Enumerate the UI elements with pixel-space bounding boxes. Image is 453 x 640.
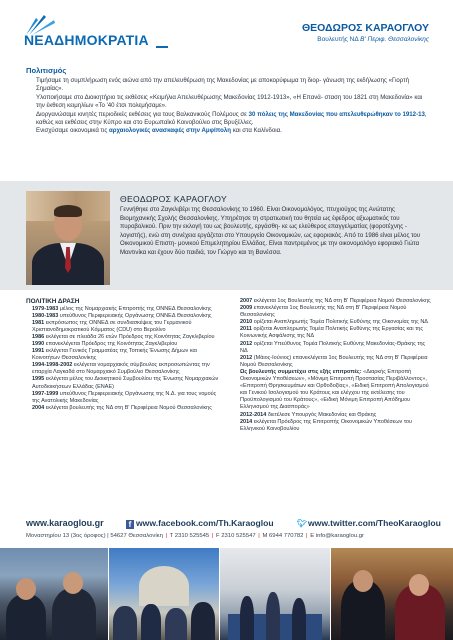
header-name: ΘΕΟΔΩΡΟΣ ΚΑΡΑΟΓΛΟΥ xyxy=(301,22,429,34)
political-column-left xyxy=(26,298,224,412)
timeline-entry: 1990 επανεκλέγεται Πρόεδρος της Κοινότητας Ζαγκλιβερίου xyxy=(32,340,178,347)
culture-paragraph: Ενισχύσαμε οικονομικά τις αρχαιολογικές ανασκαφές στην Αμφίπολη και στα Καλίνδοια. xyxy=(36,127,282,135)
contact-bar xyxy=(0,516,453,548)
timeline-entry: 2009 επανεκλέγεται 1ος Βουλευτής της ΝΔ στη Β' Περιφέρεια Νομού Θεσσαλονίκης xyxy=(240,305,407,319)
facebook-link[interactable]: f www.facebook.com/Th.Karaoglou xyxy=(126,518,274,529)
event-photo xyxy=(220,548,330,640)
timeline-entry: 2012-2014 διετέλεσε Υπουργός Μακεδονίας και Θράκης xyxy=(240,411,377,418)
website-link[interactable]: www.karaoglou.gr xyxy=(26,518,104,528)
twitter-link[interactable]: 🐦︎www.twitter.com/TheoKaraoglou xyxy=(297,518,441,528)
timeline-entry: 1986 εκλέγεται σε πλειάδα 26 ετών Πρόεδρος της Κοινότητας Ζαγκλιβερίου xyxy=(32,333,215,340)
photo-strip xyxy=(0,548,453,640)
timeline-entry: 2012 (Μάιος-Ιούνιος) επανεκλέγεται 1ος Βουλευτής της ΝΔ στη Β' Περιφέρεια Νομού Θεσσαλονίκης xyxy=(240,354,428,368)
timeline-entry: 2012 ορίζεται Υπεύθυνος Τομέα Πολιτικής Ευθύνης Μακεδονίας-Θράκης της ΝΔ xyxy=(240,340,426,354)
page-header xyxy=(0,0,453,62)
timeline-entry: 2010 ορίζεται Αναπληρωτής Τομέα Πολιτικής Ευθύνης της Οικονομίας της ΝΔ xyxy=(240,319,428,326)
portrait-photo xyxy=(26,191,110,285)
timeline-entry: 1979-1983 μέλος της Νομαρχιακής Επιτροπής της ΟΝΝΕΔ Θεσσαλονίκης xyxy=(32,305,212,312)
bio-name: ΘΕΟΔΩΡΟΣ ΚΑΡΑΟΓΛΟΥ xyxy=(120,194,228,204)
twitter-icon: 🐦︎ xyxy=(297,519,308,528)
bio-text: Γεννήθηκε στο Ζαγκλιβέρι της Θεσσαλονίκης το 1960. Είναι Οικονομολόγος, πτυχιούχος της Ανώτατης Βιομηχανικής Σχολής Θεσσαλονίκης. Υπηρέτησε τη στρατιωτική του θητεία ως έφεδρος αξιωματικός του πυροβολικού. Πριν την εκλογή του ως βουλευτής, εργάσθη- κε ως ελεύθερος επαγγελματίας (φοροτέχνης - λογιστής), ενώ στη συνέχεια εργάζεται στο Υπουργείο Οικονομικών, ως εφοριακός. Από το 1986 είναι μέλος του Οικονομικού Επιστη- μονικού Επιμελητηρίου Ελλάδας. Είναι παντρεμένος με την οικονομολόγο εφοριακό Γιώτα Μαντινίκα και έχουν δύο παιδιά, τον Γιώργο και τη Βανέσσα. xyxy=(120,206,421,256)
timeline-entry: 1991 εκλέγεται Γενικός Γραμματέας της Τοπικής Ένωσης Δήμων και Κοινοτήτων Θεσσαλονίκης xyxy=(32,348,197,362)
timeline-entry: 2011 ορίζεται Αναπληρωτής Τομέα Πολιτικής Ευθύνης της Εργασίας και της Κοινωνικής Ασφάλισης της ΝΔ xyxy=(240,326,423,340)
section-title: Πολιτισμός xyxy=(26,66,67,75)
timeline-entry: 1981 εκπρόσωπος της ΟΝΝΕΔ σε συνδιασκέψεις του Γερμανικού Χριστιανοδημοκρατικού Κόμματος (CDU) στο Βερολίνο xyxy=(32,319,192,333)
timeline-entry: 1997-1999 υπεύθυνος Περιφερειακής Οργάνωσης της Ν.Δ. για τους νομούς της Ανατολικής Μακεδονίας xyxy=(32,390,217,404)
culture-paragraph: Διοργανώσαμε κινητές περιοδικές εκθέσεις για τους Βαλκανικούς Πολέμους σε 30 πόλεις της Μακεδονίας που απελευθερώθηκαν το 1912-13, καθώς και εκθέσεις στην Κύπρο και στο Ευρωπαϊκό Κοινοβούλιο στις Βρυξέλλες. xyxy=(36,110,427,126)
culture-paragraph: Τιμήσαμε τη συμπλήρωση ενός αιώνα από την απελευθέρωση της Μακεδονίας με αποκορύφωμα τη διορ- γάνωση της εκδήλωσης «Γιορτή Σημαίας». xyxy=(36,77,409,93)
political-column-right xyxy=(240,298,432,433)
event-photo xyxy=(109,548,219,640)
event-photo xyxy=(0,548,108,640)
timeline-entry: 1994-1998-2002 εκλέγεται νομαρχιακός σύμβουλος εκπροσωπώντας την επαρχία Λαγκαδά στο Νομαρχιακό Συμβούλιο Θεσσαλονίκης xyxy=(32,362,210,376)
nd-logo[interactable] xyxy=(22,14,172,54)
bio-section xyxy=(0,181,453,290)
culture-section xyxy=(26,66,430,136)
culture-paragraph: Υλοποιήσαμε στο Διοικητήριο τις εκθέσεις «Κειμήλια Απελευθέρωσης Μακεδονίας 1912-1913», «Η Επανά- σταση του 1821 στη Μακεδονία» και την έκθεση κειμηλίων «Το '40 έτσι πολεμήσαμε». xyxy=(36,93,423,109)
address-line: Μοναστηρίου 13 (3ος όροφος) | 54627 Θεσσαλονίκη | T 2310 525545 | F 2310 525547 | M 6944 770782 | E info@karaoglou.gr xyxy=(26,533,365,539)
section-title: ΠΟΛΙΤΙΚΗ ΔΡΑΣΗ xyxy=(26,298,80,305)
timeline-entry: Ως βουλευτής συμμετέχει στις εξής επιτροπές: «Διαρκής Επιτροπή Οικονομικών Υποθέσεων», «Μόνιμη Επιτροπή Προστασίας Περιβάλλοντος», «Επιτροπή Θρησκευμάτων και Ορθοδοξίας», «Ειδική Επιτροπή Απολογισμού και Γενικού Ισολογισμού του Κράτους και ελέγχου της εκτέλεσης του Προϋπολογισμού του Κράτους», «Ειδική Μόνιμη Επιτροπή Απόδημου Ελληνισμού της Διασποράς» xyxy=(240,368,429,411)
timeline-entry: 1980-1983 υπεύθυνος Περιφερειακής Οργάνωσης ΟΝΝΕΔ Θεσσαλονίκης xyxy=(32,312,212,319)
timeline-entry: 2014 εκλέγεται Πρόεδρος της Επιτροπής Οικονομικών Υποθέσεων του Ελληνικού Κοινοβουλίου xyxy=(240,418,412,432)
political-activity xyxy=(26,298,430,508)
logo-underscore xyxy=(156,46,168,48)
header-subtitle: Βουλευτής ΝΔ Β' Περιφ. Θεσσαλονίκης xyxy=(317,36,429,43)
email-link[interactable]: E info@karaoglou.gr xyxy=(310,533,365,539)
facebook-icon: f xyxy=(126,520,134,529)
logo-wordmark: ΝΕΑΔΗΜΟΚΡΑΤΙΑ xyxy=(24,32,149,48)
event-photo xyxy=(331,548,453,640)
timeline-entry: 2004 εκλέγεται βουλευτής της ΝΔ στη Β' Περιφέρεια Νομού Θεσσαλονίκης xyxy=(32,404,212,411)
timeline-entry: 2007 εκλέγεται 1ος Βουλευτής της ΝΔ στη Β' Περιφέρεια Νομού Θεσσαλονίκης xyxy=(240,298,431,304)
timeline-entry: 1995 εκλέγεται μέλος του Διοικητικού Συμβουλίου της Ένωσης Νομαρχιακών Αυτοδιοικήσεων Ελλάδας (ΕΝΑΕ) xyxy=(32,376,219,390)
